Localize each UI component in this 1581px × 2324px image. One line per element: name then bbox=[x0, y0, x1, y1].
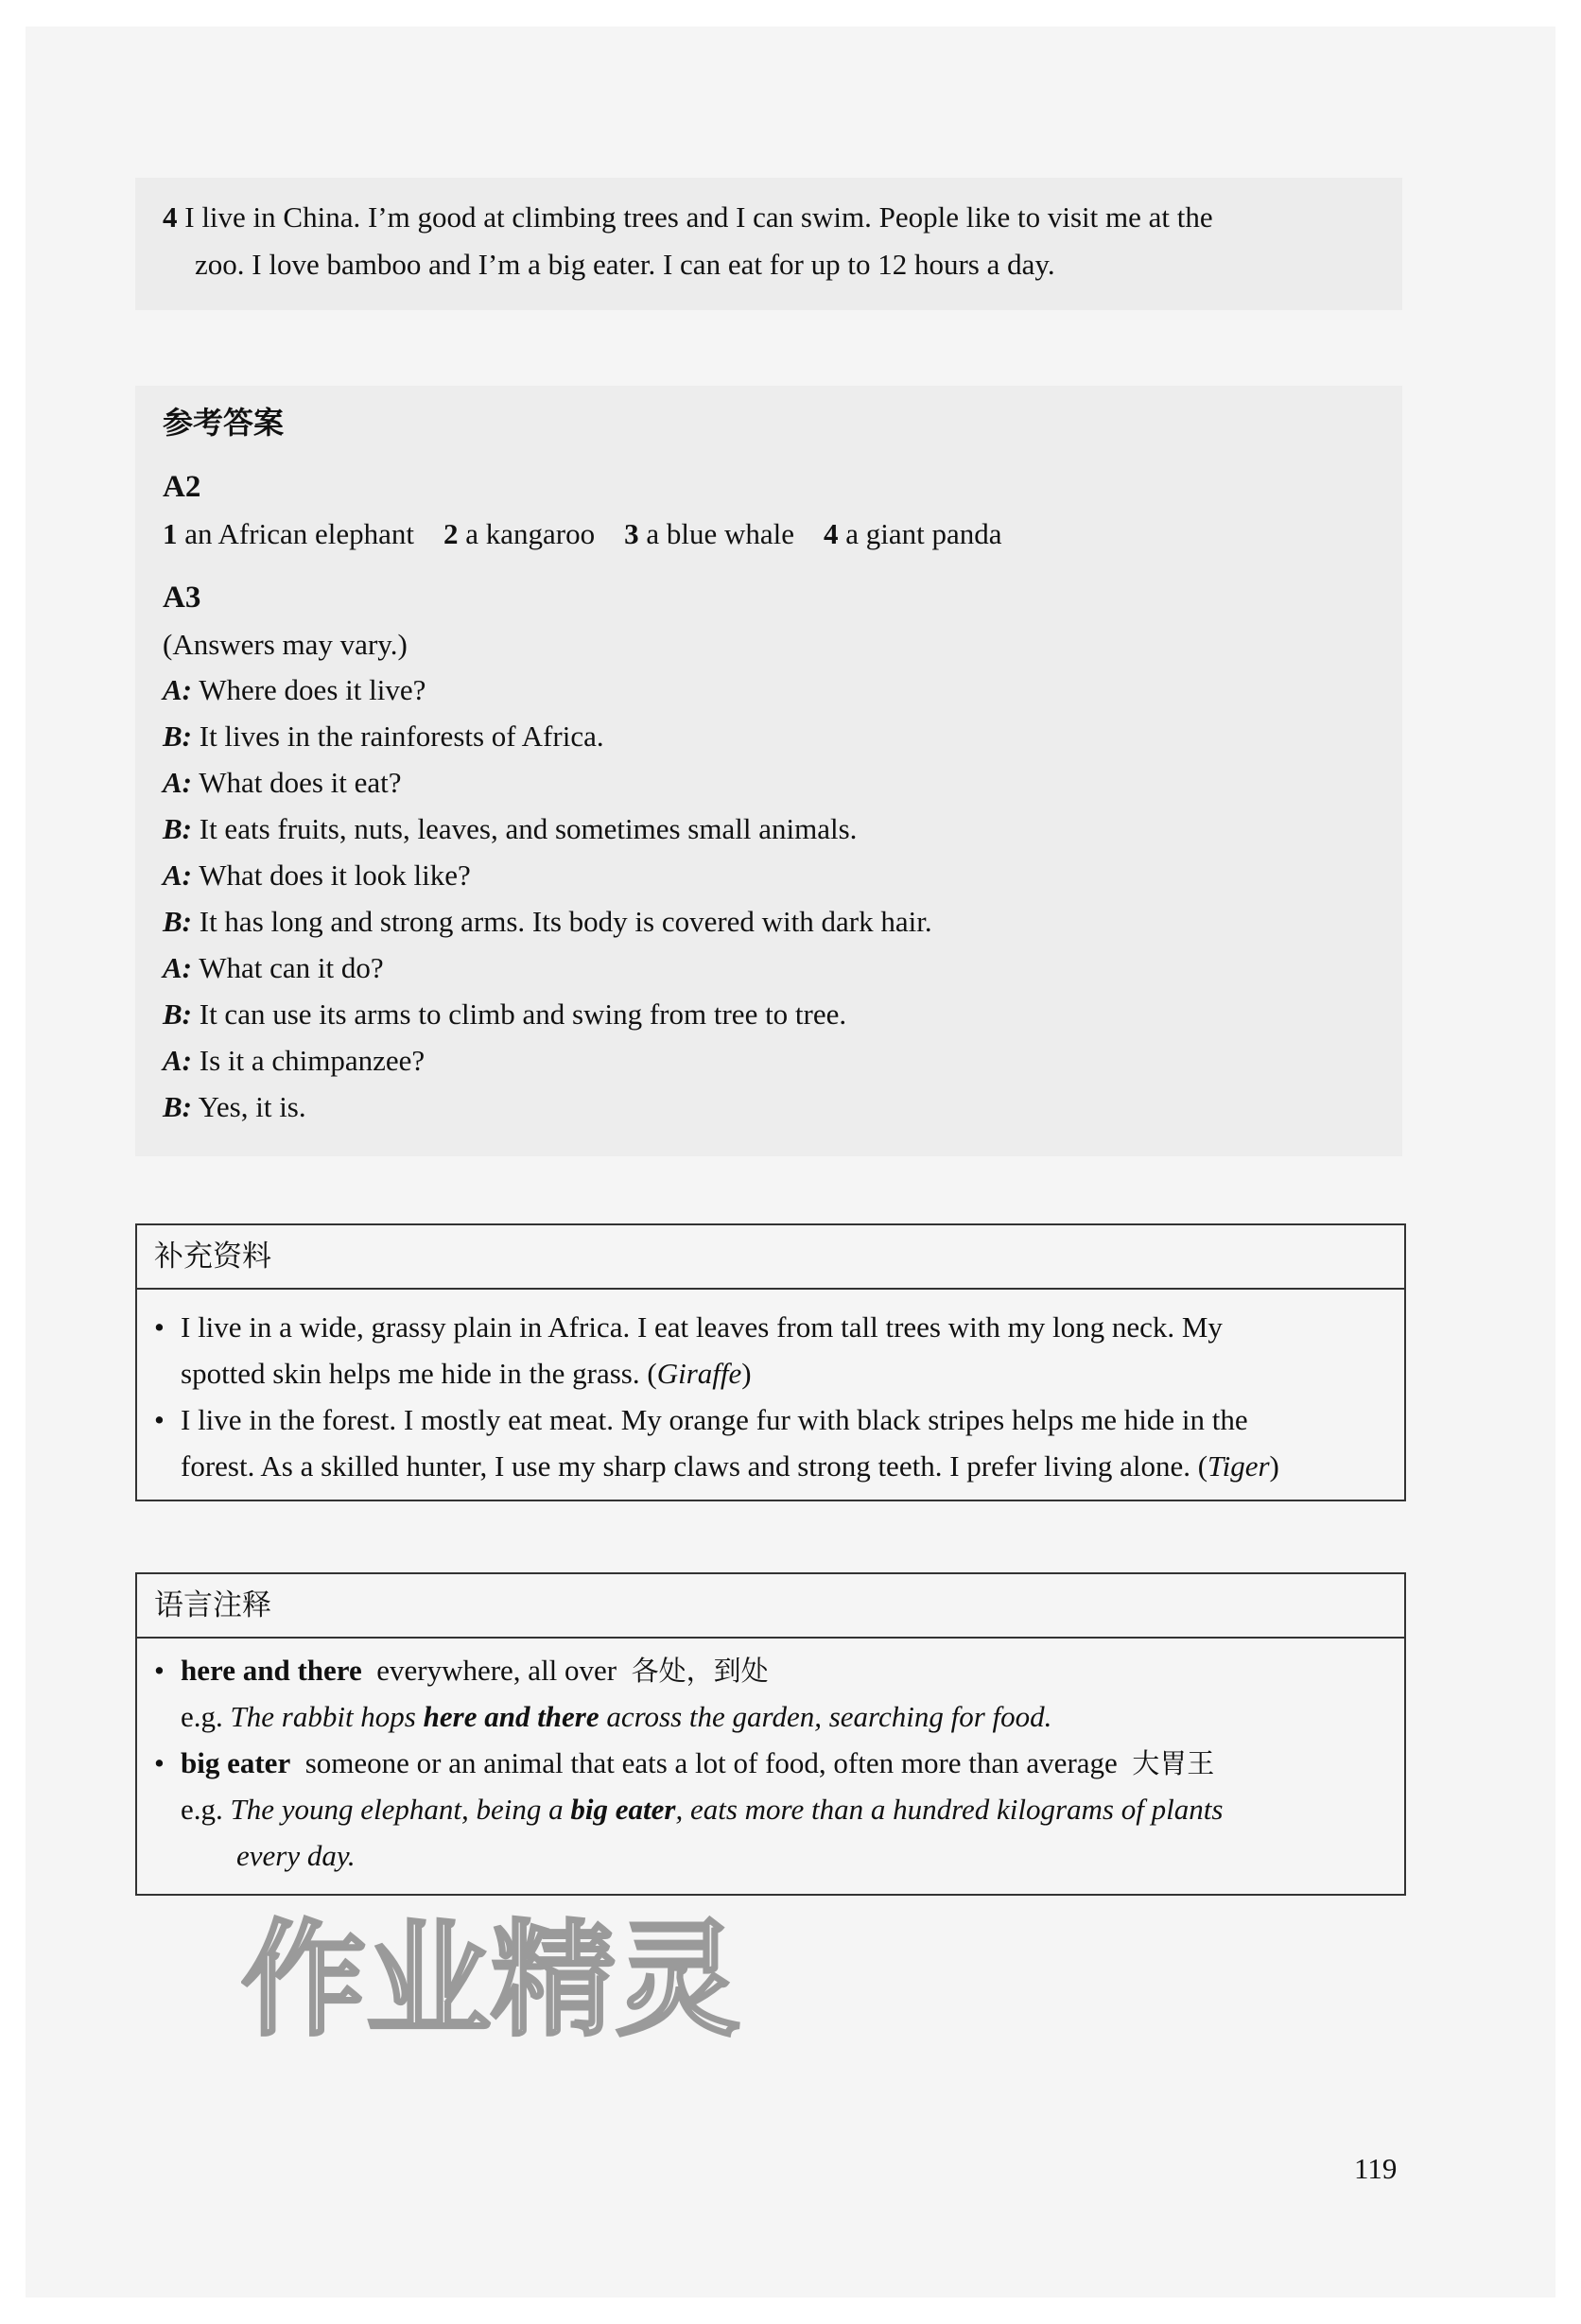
note-1-example-bold: here and there bbox=[423, 1700, 599, 1733]
top-item-line-2 bbox=[195, 246, 1055, 284]
dialogue-line bbox=[163, 810, 857, 848]
bullet-icon: • bbox=[154, 1654, 165, 1687]
note-1-chinese: 各处，到处 bbox=[631, 1655, 769, 1687]
a2-item-3-text: a blue whale bbox=[646, 517, 794, 550]
note-1-example-before: The rabbit hops bbox=[230, 1700, 424, 1733]
top-item-text-1: I live in China. I’m good at climbing trees and I can swim. People like to visit me at the bbox=[184, 200, 1213, 234]
a3-note: (Answers may vary.) bbox=[163, 628, 408, 661]
dialogue-line bbox=[163, 1088, 306, 1126]
note-2-eg: e.g. bbox=[181, 1793, 223, 1826]
dialogue-text: What does it look like? bbox=[199, 858, 471, 892]
dialogue-text: It has long and strong arms. Its body is covered with dark hair. bbox=[199, 905, 932, 938]
dialogue-text: Where does it live? bbox=[199, 673, 426, 706]
dialogue-text: It lives in the rainforests of Africa. bbox=[199, 720, 604, 753]
dialogue-speaker: A: bbox=[163, 951, 192, 984]
note-2-chinese: 大胃王 bbox=[1132, 1747, 1215, 1779]
supplement-item-2-text: forest. As a skilled hunter, I use my sharp claws and strong teeth. I prefer living alone. ( bbox=[181, 1449, 1208, 1483]
watermark-logo bbox=[241, 1900, 771, 2052]
supplement-item-1-animal: Giraffe bbox=[656, 1357, 742, 1390]
top-item-line-1 bbox=[163, 199, 1213, 236]
dialogue-line bbox=[163, 718, 604, 755]
a2-item-1-text: an African elephant bbox=[184, 517, 414, 550]
note-1-term: here and there bbox=[181, 1654, 362, 1687]
dialogue-speaker: B: bbox=[163, 720, 192, 753]
language-notes-box bbox=[135, 1572, 1406, 1896]
dialogue-speaker: A: bbox=[163, 1044, 192, 1077]
a2-answers bbox=[163, 515, 1002, 553]
note-2-example-after: , eats more than a hundred kilograms of plants bbox=[675, 1793, 1224, 1826]
supplement-heading: 补充资料 bbox=[137, 1225, 1404, 1290]
dialogue-speaker: A: bbox=[163, 766, 192, 799]
dialogue-speaker: B: bbox=[163, 997, 192, 1031]
supplement-item-1-close: ) bbox=[741, 1357, 752, 1390]
supplement-item-2-close: ) bbox=[1269, 1449, 1279, 1483]
bullet-icon: • bbox=[154, 1310, 165, 1344]
a2-item-4-text: a giant panda bbox=[845, 517, 1002, 550]
top-item-number: 4 bbox=[163, 200, 178, 234]
a2-item-1-num: 1 bbox=[163, 517, 178, 550]
note-2-example-bold: big eater bbox=[570, 1793, 676, 1826]
supplement-item-2-line-1: I live in the forest. I mostly eat meat. My orange fur with black stripes helps me hide in the bbox=[181, 1403, 1248, 1436]
bullet-icon: • bbox=[154, 1746, 165, 1779]
note-2-example bbox=[181, 1791, 1223, 1829]
note-2-definition: someone or an animal that eats a lot of food, often more than average bbox=[304, 1746, 1118, 1779]
a3-label: A3 bbox=[163, 581, 201, 615]
bullet-icon: • bbox=[154, 1403, 165, 1436]
dialogue-line bbox=[163, 996, 846, 1033]
a2-label: A2 bbox=[163, 470, 201, 504]
note-1-eg: e.g. bbox=[181, 1700, 223, 1733]
note-1-example bbox=[181, 1698, 1051, 1736]
note-1-definition: everywhere, all over bbox=[376, 1654, 617, 1687]
dialogue-speaker: A: bbox=[163, 673, 192, 706]
supplement-item-1-line-2 bbox=[181, 1355, 752, 1393]
dialogue-speaker: A: bbox=[163, 858, 192, 892]
note-2-example-before: The young elephant, being a bbox=[230, 1793, 571, 1826]
note-2-term: big eater bbox=[181, 1746, 291, 1779]
dialogue-speaker: B: bbox=[163, 1090, 192, 1123]
note-2-example-line-2: every day. bbox=[236, 1839, 356, 1872]
dialogue-line bbox=[163, 857, 471, 894]
note-1-line bbox=[181, 1652, 769, 1690]
dialogue-speaker: B: bbox=[163, 812, 192, 845]
page-number: 119 bbox=[1354, 2152, 1398, 2185]
supplement-item-1-text: spotted skin helps me hide in the grass. ( bbox=[181, 1357, 657, 1390]
supplement-item-2-animal: Tiger bbox=[1207, 1449, 1270, 1483]
top-item-text-2: zoo. I love bamboo and I’m a big eater. I can eat for up to 12 hours a day. bbox=[195, 248, 1055, 281]
supplement-item-2-line-2 bbox=[181, 1448, 1279, 1485]
a2-item-4-num: 4 bbox=[823, 517, 839, 550]
dialogue-text: What does it eat? bbox=[199, 766, 402, 799]
note-2-line bbox=[181, 1744, 1214, 1782]
note-2-example-continued bbox=[236, 1837, 356, 1875]
dialogue-line bbox=[163, 1042, 425, 1080]
watermark-text: 作业精灵 bbox=[241, 1908, 740, 2052]
dialogue-line bbox=[163, 903, 932, 941]
dialogue-text: It can use its arms to climb and swing from tree to tree. bbox=[199, 997, 847, 1031]
dialogue-speaker: B: bbox=[163, 905, 192, 938]
a2-item-2-text: a kangaroo bbox=[465, 517, 596, 550]
top-text-shade bbox=[135, 178, 1402, 310]
dialogue-text: It eats fruits, nuts, leaves, and sometimes small animals. bbox=[199, 812, 858, 845]
dialogue-text: Is it a chimpanzee? bbox=[199, 1044, 426, 1077]
dialogue-line bbox=[163, 671, 426, 709]
language-notes-heading: 语言注释 bbox=[137, 1574, 1404, 1639]
dialogue-text: Yes, it is. bbox=[198, 1090, 306, 1123]
answers-heading: 参考答案 bbox=[163, 405, 285, 441]
a2-item-2-num: 2 bbox=[443, 517, 459, 550]
dialogue-text: What can it do? bbox=[199, 951, 384, 984]
dialogue-line bbox=[163, 764, 402, 802]
note-1-example-after: across the garden, searching for food. bbox=[599, 1700, 1052, 1733]
supplement-item-1-line-1: I live in a wide, grassy plain in Africa. I eat leaves from tall trees with my long neck. My bbox=[181, 1310, 1223, 1344]
supplement-box bbox=[135, 1223, 1406, 1501]
a2-item-3-num: 3 bbox=[624, 517, 639, 550]
dialogue-line bbox=[163, 949, 384, 987]
